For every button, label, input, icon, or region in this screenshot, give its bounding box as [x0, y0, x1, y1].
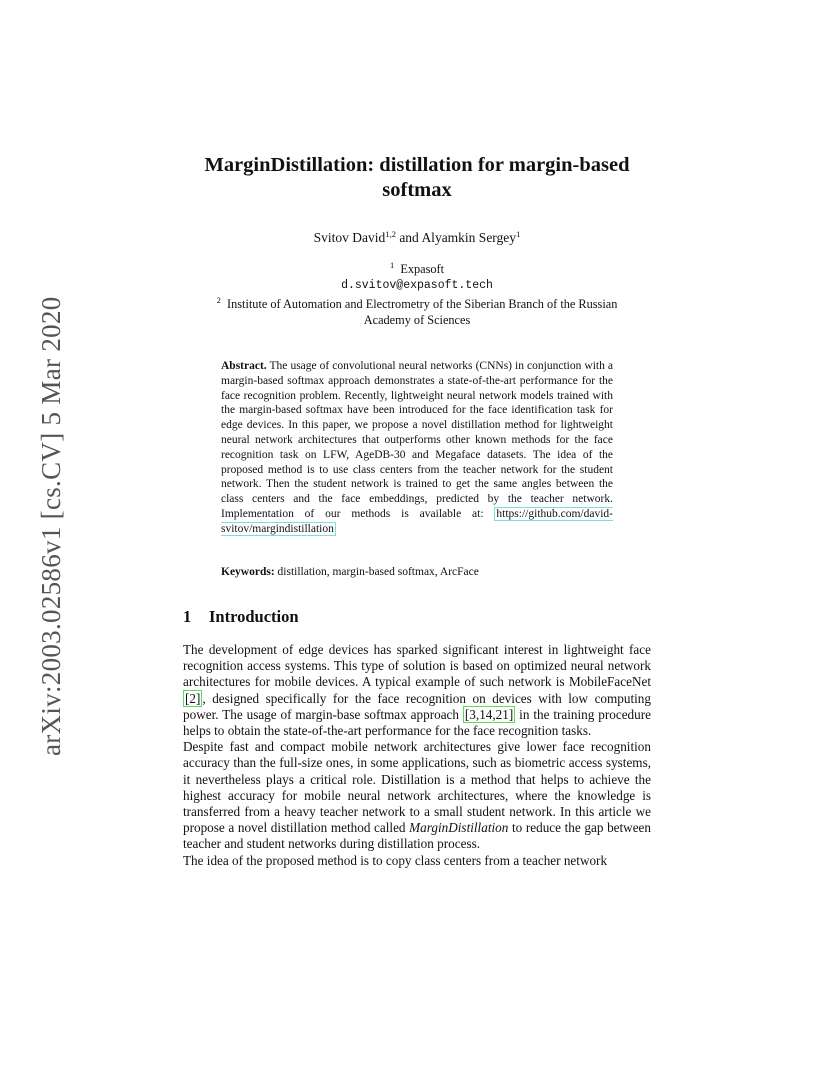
repository-link[interactable]: https://github.com/david-svitov/margindistillation — [221, 507, 614, 535]
author-conjunction: and — [395, 230, 422, 245]
introduction-body — [183, 642, 651, 869]
affiliation-name: Institute of Automation and Electrometry of the Siberian Branch of the Russian — [227, 297, 618, 311]
paragraph-text: The idea of the proposed method is to copy class centers from a teacher network — [183, 852, 608, 868]
author-email: d.svitov@expasoft.tech — [341, 278, 493, 292]
citation-link[interactable]: [3,14,21] — [464, 706, 514, 722]
affiliation-name: Expasoft — [400, 262, 445, 276]
keywords-label: Keywords: — [221, 566, 275, 578]
paragraph — [183, 642, 651, 739]
paragraph — [183, 739, 651, 852]
keywords-text: distillation, margin-based softmax, ArcFace — [277, 566, 479, 578]
affiliation-mark: 1 — [389, 260, 395, 270]
method-name: MarginDistillation — [409, 820, 509, 836]
affiliations — [183, 258, 651, 328]
section-heading — [183, 607, 299, 627]
affiliation-1 — [183, 258, 651, 278]
paragraph — [183, 853, 651, 869]
author-list — [183, 229, 651, 246]
author-name: Svitov David — [313, 230, 386, 245]
keywords — [221, 566, 613, 578]
author-name: Alyamkin Sergey — [421, 230, 517, 245]
paragraph-text: in the training procedure helps to obtain the state-of-the-art performance for the face recognition tasks. — [183, 706, 651, 739]
section-number: 1 — [183, 607, 192, 626]
paragraph-text: , designed specifically for the face recognition on devices with low computing power. The usage of margin-base softmax approach — [183, 690, 651, 722]
title-line-1: MarginDistillation: distillation for margin-based — [204, 154, 630, 176]
abstract — [221, 359, 613, 537]
author-affiliation-mark: 1,2 — [385, 229, 396, 239]
abstract-text: The usage of convolutional neural networks (CNNs) in conjunction with a margin-based softmax approach demonstrates a state-of-the-art performance for the face recognition problem. Recently, lightweight neural network models trained with the margin-based softmax have been introduced for the face identification task for edge devices. In this paper, we propose a novel distillation method for lightweight neural network architectures that outperforms other known methods for the face recognition task on LFW, AgeDB-30 and Megaface datasets. The idea of the proposed method is to use class centers from the teacher network for the student network. Then the student network is trained to get the same angles between the class centers and the face embeddings, predicted by the teacher network. Implementation of our methods is available at: — [221, 360, 613, 520]
abstract-label: Abstract. — [221, 360, 267, 372]
citation-link[interactable]: [2] — [185, 690, 201, 706]
title-line-2: softmax — [382, 179, 452, 201]
paragraph-text: to reduce the gap between teacher and student networks during distillation process. — [183, 820, 652, 852]
author-affiliation-mark: 1 — [516, 229, 521, 239]
affiliation-mark: 2 — [216, 295, 221, 305]
paragraph-text: The development of edge devices has sparked significant interest in lightweight face recognition access systems. This type of solution is based on optimized neural network architectures for mobile devices. A typical example of such network is MobileFaceNet — [183, 642, 651, 690]
affiliation-2-continued: Academy of Sciences — [363, 312, 471, 327]
paragraph-text: Despite fast and compact mobile network architectures give lower face recognition accuracy than the full-size ones, in some applications, such as biometric access systems, it nevertheless plays a critical role. Distillation is a method that helps to achieve the highest accuracy for mobile neural network architectures, where the knowledge is transferred from a heavy teacher network to a small student network. In this article we propose a novel distillation method called — [183, 739, 651, 836]
section-title: Introduction — [209, 607, 299, 626]
arxiv-identifier: arXiv:2003.02586v1 [cs.CV] 5 Mar 2020 — [36, 296, 66, 756]
paper-title — [183, 153, 651, 203]
affiliation-2 — [183, 293, 651, 313]
